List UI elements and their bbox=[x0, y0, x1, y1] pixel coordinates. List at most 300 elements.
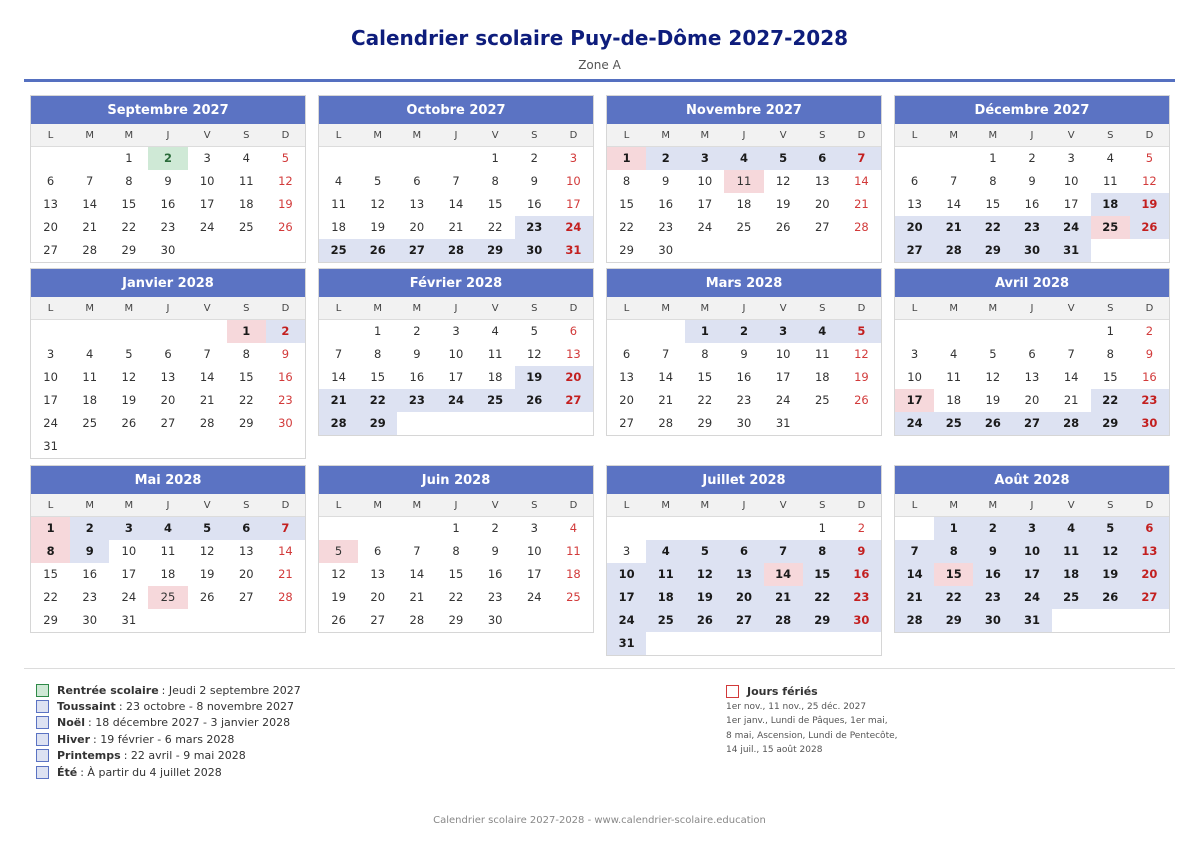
day-cell: 7 bbox=[842, 147, 881, 170]
weekday-label: S bbox=[1107, 303, 1114, 314]
weekday-label: M bbox=[373, 500, 383, 511]
legend-item-noel bbox=[36, 715, 301, 731]
week-row bbox=[319, 216, 593, 239]
weekday-header bbox=[895, 494, 1169, 517]
week-row bbox=[607, 632, 881, 655]
day-cell: 15 bbox=[370, 370, 386, 384]
weekday-label: M bbox=[661, 500, 671, 511]
day-cell: 16 bbox=[409, 370, 425, 384]
weekday-label: L bbox=[911, 303, 918, 314]
weekday-header bbox=[319, 297, 593, 320]
week-row bbox=[31, 193, 305, 216]
day-cell: 12 bbox=[685, 563, 724, 586]
day-cell: 2 bbox=[973, 517, 1012, 540]
empty-day-cell bbox=[1130, 609, 1169, 632]
weekday-label: D bbox=[281, 130, 290, 141]
weekday-header bbox=[607, 297, 881, 320]
weekday-label: V bbox=[491, 303, 499, 314]
day-cell: 10 bbox=[907, 370, 922, 384]
day-cell: 19 bbox=[370, 220, 386, 234]
empty-day-cell bbox=[397, 517, 436, 540]
day-cell: 29 bbox=[43, 613, 58, 627]
week-row bbox=[31, 147, 305, 170]
day-cell: 6 bbox=[1028, 347, 1036, 361]
day-cell: 20 bbox=[1024, 393, 1040, 407]
page-subtitle: Zone A bbox=[578, 58, 621, 72]
week-row bbox=[895, 320, 1169, 343]
day-cell: 8 bbox=[452, 544, 460, 558]
day-cell: 13 bbox=[238, 544, 254, 558]
day-cell: 5 bbox=[319, 540, 358, 563]
day-cell: 21 bbox=[319, 389, 358, 412]
week-row bbox=[319, 412, 593, 435]
day-cell: 22 bbox=[448, 590, 464, 604]
day-cell: 10 bbox=[121, 544, 137, 558]
day-cell: 1 bbox=[227, 320, 266, 343]
empty-day-cell bbox=[148, 609, 187, 632]
weekday-label: L bbox=[623, 500, 630, 511]
day-cell: 1 bbox=[31, 517, 70, 540]
holidays-legend-title bbox=[726, 682, 898, 700]
day-cell: 25 bbox=[1091, 216, 1130, 239]
day-cell: 3 bbox=[46, 347, 55, 361]
week-row bbox=[607, 586, 881, 609]
day-cell: 26 bbox=[358, 239, 397, 262]
week-row bbox=[319, 320, 593, 343]
day-cell: 4 bbox=[334, 174, 343, 188]
weekday-label: D bbox=[281, 500, 290, 511]
day-cell: 27 bbox=[1130, 586, 1169, 609]
day-cell: 13 bbox=[619, 370, 634, 384]
empty-day-cell bbox=[685, 239, 724, 262]
week-row bbox=[31, 320, 305, 343]
weekday-label: L bbox=[335, 130, 342, 141]
day-cell: 10 bbox=[1063, 174, 1079, 188]
weekday-label: V bbox=[1067, 303, 1075, 314]
weekday-label: S bbox=[531, 303, 538, 314]
day-cell: 27 bbox=[160, 416, 176, 430]
day-cell: 10 bbox=[448, 347, 464, 361]
month-calendar bbox=[606, 95, 882, 263]
day-cell: 10 bbox=[199, 174, 215, 188]
day-cell: 5 bbox=[530, 324, 538, 338]
day-cell: 2 bbox=[266, 320, 305, 343]
legend-divider bbox=[24, 668, 1175, 669]
day-cell: 21 bbox=[409, 590, 425, 604]
day-cell: 9 bbox=[413, 347, 421, 361]
empty-day-cell bbox=[842, 239, 881, 262]
day-cell: 25 bbox=[566, 590, 581, 604]
empty-day-cell bbox=[1091, 239, 1130, 262]
weekday-header bbox=[607, 124, 881, 147]
day-cell: 2 bbox=[646, 147, 685, 170]
day-cell: 17 bbox=[895, 389, 934, 412]
day-cell: 12 bbox=[854, 347, 869, 361]
day-cell: 25 bbox=[814, 393, 830, 407]
weekday-header bbox=[31, 494, 305, 517]
day-cell: 17 bbox=[43, 393, 58, 407]
day-cell: 5 bbox=[685, 540, 724, 563]
day-cell: 21 bbox=[895, 586, 934, 609]
day-cell: 22 bbox=[973, 216, 1012, 239]
day-cell: 2 bbox=[70, 517, 109, 540]
weekday-label: M bbox=[85, 500, 95, 511]
day-cell: 7 bbox=[334, 347, 343, 361]
day-cell: 24 bbox=[43, 416, 58, 430]
weekday-label: D bbox=[569, 500, 578, 511]
week-row bbox=[895, 343, 1169, 366]
week-row bbox=[31, 435, 305, 458]
empty-day-cell bbox=[397, 412, 436, 435]
week-row bbox=[31, 609, 305, 632]
day-cell: 24 bbox=[697, 220, 713, 234]
day-cell: 12 bbox=[121, 370, 137, 384]
empty-day-cell bbox=[1091, 609, 1130, 632]
day-cell: 6 bbox=[803, 147, 842, 170]
empty-day-cell bbox=[1130, 239, 1169, 262]
empty-day-cell bbox=[1052, 609, 1091, 632]
day-cell: 1 bbox=[374, 324, 382, 338]
day-cell: 30 bbox=[515, 239, 554, 262]
day-cell: 2 bbox=[413, 324, 421, 338]
empty-day-cell bbox=[397, 147, 436, 170]
month-title: Janvier 2028 bbox=[31, 269, 305, 297]
day-cell: 1 bbox=[934, 517, 973, 540]
day-cell: 20 bbox=[895, 216, 934, 239]
weekday-label: V bbox=[491, 130, 499, 141]
day-cell: 20 bbox=[619, 393, 634, 407]
week-row bbox=[607, 216, 881, 239]
day-cell: 13 bbox=[1024, 370, 1040, 384]
month-title: Avril 2028 bbox=[895, 269, 1169, 297]
day-cell: 17 bbox=[199, 197, 215, 211]
day-cell: 29 bbox=[619, 243, 634, 257]
weekday-label: J bbox=[1030, 130, 1034, 141]
legend-dates: : À partir du 4 juillet 2028 bbox=[80, 765, 222, 779]
day-cell: 30 bbox=[736, 416, 752, 430]
week-row bbox=[895, 586, 1169, 609]
day-cell: 9 bbox=[281, 347, 290, 361]
empty-day-cell bbox=[31, 147, 70, 170]
day-cell: 6 bbox=[622, 347, 631, 361]
week-row bbox=[31, 170, 305, 193]
day-cell: 25 bbox=[1052, 586, 1091, 609]
day-cell: 23 bbox=[736, 393, 752, 407]
week-row bbox=[319, 389, 593, 412]
day-cell: 29 bbox=[238, 416, 254, 430]
day-cell: 4 bbox=[86, 347, 94, 361]
day-cell: 16 bbox=[526, 197, 542, 211]
day-cell: 22 bbox=[121, 220, 137, 234]
day-cell: 22 bbox=[934, 586, 973, 609]
day-cell: 31 bbox=[1052, 239, 1091, 262]
day-cell: 8 bbox=[934, 540, 973, 563]
weekday-label: V bbox=[203, 130, 211, 141]
legend-dates: : Jeudi 2 septembre 2027 bbox=[161, 683, 301, 697]
month-title: Octobre 2027 bbox=[319, 96, 593, 124]
day-cell: 6 bbox=[413, 174, 421, 188]
holidays-line: 14 juil., 15 août 2028 bbox=[726, 744, 823, 755]
weekday-label: V bbox=[779, 130, 787, 141]
weekday-label: V bbox=[1067, 500, 1075, 511]
day-cell: 21 bbox=[82, 220, 98, 234]
day-cell: 19 bbox=[854, 370, 869, 384]
week-row bbox=[607, 389, 881, 412]
day-cell: 19 bbox=[775, 197, 791, 211]
weekday-header bbox=[895, 297, 1169, 320]
weekday-header bbox=[31, 297, 305, 320]
empty-day-cell bbox=[934, 320, 973, 343]
day-cell: 14 bbox=[946, 197, 962, 211]
week-row bbox=[607, 366, 881, 389]
day-cell: 16 bbox=[736, 370, 752, 384]
weekday-label: J bbox=[454, 130, 458, 141]
day-cell: 28 bbox=[934, 239, 973, 262]
day-cell: 9 bbox=[164, 174, 172, 188]
day-cell: 14 bbox=[409, 567, 425, 581]
day-cell: 18 bbox=[160, 567, 176, 581]
empty-day-cell bbox=[685, 632, 724, 655]
day-cell: 19 bbox=[278, 197, 293, 211]
legend-item-printemps bbox=[36, 748, 301, 764]
day-cell: 5 bbox=[1145, 151, 1154, 165]
empty-day-cell bbox=[1012, 320, 1051, 343]
day-cell: 16 bbox=[973, 563, 1012, 586]
day-cell: 12 bbox=[278, 174, 293, 188]
weekday-label: D bbox=[569, 303, 578, 314]
empty-day-cell bbox=[646, 320, 685, 343]
day-cell: 20 bbox=[554, 366, 593, 389]
week-row bbox=[607, 239, 881, 262]
day-cell: 14 bbox=[199, 370, 215, 384]
day-cell: 25 bbox=[476, 389, 515, 412]
empty-day-cell bbox=[724, 632, 763, 655]
day-cell: 22 bbox=[697, 393, 713, 407]
day-cell: 25 bbox=[82, 416, 98, 430]
day-cell: 31 bbox=[121, 613, 137, 627]
day-cell: 20 bbox=[1130, 563, 1169, 586]
week-row bbox=[895, 563, 1169, 586]
day-cell: 28 bbox=[658, 416, 674, 430]
day-cell: 27 bbox=[554, 389, 593, 412]
day-cell: 28 bbox=[199, 416, 215, 430]
empty-day-cell bbox=[436, 147, 475, 170]
day-cell: 8 bbox=[374, 347, 382, 361]
empty-day-cell bbox=[607, 320, 646, 343]
day-cell: 27 bbox=[814, 220, 830, 234]
day-cell: 24 bbox=[199, 220, 215, 234]
week-row bbox=[31, 216, 305, 239]
day-cell: 12 bbox=[985, 370, 1001, 384]
empty-day-cell bbox=[188, 435, 227, 458]
day-cell: 18 bbox=[946, 393, 962, 407]
day-cell: 2 bbox=[530, 151, 538, 165]
weekday-label: M bbox=[412, 130, 422, 141]
month-calendar bbox=[894, 465, 1170, 633]
holidays-line: 1er nov., 11 nov., 25 déc. 2027 bbox=[726, 702, 867, 712]
day-cell: 13 bbox=[907, 197, 922, 211]
weekday-label: D bbox=[1145, 500, 1154, 511]
day-cell: 6 bbox=[1130, 517, 1169, 540]
empty-day-cell bbox=[685, 517, 724, 540]
weekday-label: L bbox=[335, 303, 342, 314]
empty-day-cell bbox=[266, 609, 305, 632]
day-cell: 24 bbox=[526, 590, 542, 604]
weekday-label: V bbox=[779, 500, 787, 511]
day-cell: 2 bbox=[148, 147, 187, 170]
day-cell: 3 bbox=[764, 320, 803, 343]
week-row bbox=[319, 170, 593, 193]
day-cell: 30 bbox=[82, 613, 98, 627]
day-cell: 7 bbox=[1067, 347, 1075, 361]
weekday-label: M bbox=[988, 130, 998, 141]
day-cell: 15 bbox=[43, 567, 58, 581]
day-cell: 18 bbox=[646, 586, 685, 609]
week-row bbox=[607, 193, 881, 216]
weekday-label: J bbox=[1030, 500, 1034, 511]
day-cell: 12 bbox=[331, 567, 346, 581]
day-cell: 8 bbox=[803, 540, 842, 563]
week-row bbox=[607, 170, 881, 193]
weekday-header bbox=[895, 124, 1169, 147]
day-cell: 28 bbox=[854, 220, 869, 234]
week-row bbox=[319, 366, 593, 389]
day-cell: 31 bbox=[607, 632, 646, 655]
day-cell: 3 bbox=[685, 147, 724, 170]
empty-day-cell bbox=[515, 412, 554, 435]
weekday-label: D bbox=[857, 500, 866, 511]
week-row bbox=[319, 540, 593, 563]
month-title: Juillet 2028 bbox=[607, 466, 881, 494]
day-cell: 15 bbox=[448, 567, 464, 581]
day-cell: 11 bbox=[1102, 174, 1118, 188]
day-cell: 9 bbox=[1028, 174, 1036, 188]
day-cell: 24 bbox=[775, 393, 791, 407]
day-cell: 15 bbox=[238, 370, 254, 384]
day-cell: 9 bbox=[973, 540, 1012, 563]
week-row bbox=[607, 609, 881, 632]
empty-day-cell bbox=[319, 147, 358, 170]
day-cell: 5 bbox=[989, 347, 997, 361]
weekday-label: M bbox=[373, 303, 383, 314]
day-cell: 3 bbox=[910, 347, 919, 361]
day-cell: 21 bbox=[278, 567, 293, 581]
weekday-label: L bbox=[47, 130, 54, 141]
month-calendar bbox=[30, 95, 306, 263]
weekday-label: V bbox=[491, 500, 499, 511]
day-cell: 31 bbox=[43, 439, 58, 453]
day-cell: 23 bbox=[1130, 389, 1169, 412]
day-cell: 24 bbox=[1012, 586, 1051, 609]
day-cell: 16 bbox=[658, 197, 674, 211]
empty-day-cell bbox=[188, 320, 227, 343]
day-cell: 4 bbox=[148, 517, 187, 540]
day-cell: 10 bbox=[43, 370, 58, 384]
day-cell: 23 bbox=[515, 216, 554, 239]
day-cell: 15 bbox=[803, 563, 842, 586]
month-calendar bbox=[894, 268, 1170, 436]
day-cell: 13 bbox=[370, 567, 386, 581]
week-row bbox=[31, 586, 305, 609]
weekday-label: D bbox=[1145, 130, 1154, 141]
day-cell: 1 bbox=[607, 147, 646, 170]
month-calendar bbox=[894, 95, 1170, 263]
day-cell: 6 bbox=[227, 517, 266, 540]
day-cell: 21 bbox=[934, 216, 973, 239]
day-cell: 14 bbox=[764, 563, 803, 586]
month-calendar bbox=[318, 268, 594, 436]
day-cell: 16 bbox=[1142, 370, 1157, 384]
day-cell: 17 bbox=[121, 567, 137, 581]
day-cell: 22 bbox=[619, 220, 634, 234]
day-cell: 17 bbox=[1012, 563, 1051, 586]
day-cell: 10 bbox=[526, 544, 542, 558]
day-cell: 19 bbox=[515, 366, 554, 389]
weekday-label: L bbox=[47, 303, 54, 314]
day-cell: 28 bbox=[409, 613, 425, 627]
day-cell: 20 bbox=[43, 220, 58, 234]
day-cell: 8 bbox=[491, 174, 499, 188]
day-cell: 29 bbox=[476, 239, 515, 262]
week-row bbox=[319, 147, 593, 170]
weekday-label: V bbox=[779, 303, 787, 314]
empty-day-cell bbox=[764, 632, 803, 655]
day-cell: 26 bbox=[1130, 216, 1169, 239]
day-cell: 1 bbox=[491, 151, 499, 165]
empty-day-cell bbox=[436, 412, 475, 435]
weekday-label: M bbox=[661, 130, 671, 141]
day-cell: 6 bbox=[724, 540, 763, 563]
day-cell: 14 bbox=[854, 174, 869, 188]
day-cell: 24 bbox=[607, 609, 646, 632]
day-cell: 29 bbox=[934, 609, 973, 632]
legend-label: Hiver bbox=[57, 732, 91, 746]
day-cell: 26 bbox=[685, 609, 724, 632]
blue-square-icon bbox=[36, 766, 49, 779]
day-cell: 30 bbox=[842, 609, 881, 632]
day-cell: 14 bbox=[658, 370, 674, 384]
day-cell: 17 bbox=[448, 370, 464, 384]
day-cell: 11 bbox=[82, 370, 98, 384]
weekday-label: S bbox=[1107, 130, 1114, 141]
week-row bbox=[31, 412, 305, 435]
empty-day-cell bbox=[607, 517, 646, 540]
empty-day-cell bbox=[188, 239, 227, 262]
blue-square-icon bbox=[36, 733, 49, 746]
holidays-legend bbox=[726, 682, 898, 757]
day-cell: 3 bbox=[569, 151, 578, 165]
empty-day-cell bbox=[895, 320, 934, 343]
weekday-label: S bbox=[243, 130, 250, 141]
day-cell: 23 bbox=[487, 590, 503, 604]
weekday-label: V bbox=[1067, 130, 1075, 141]
empty-day-cell bbox=[764, 517, 803, 540]
week-row bbox=[31, 517, 305, 540]
day-cell: 3 bbox=[622, 544, 631, 558]
day-cell: 23 bbox=[842, 586, 881, 609]
day-cell: 25 bbox=[148, 586, 187, 609]
day-cell: 7 bbox=[764, 540, 803, 563]
month-title: Mars 2028 bbox=[607, 269, 881, 297]
legend-item-rentree bbox=[36, 682, 301, 698]
weekday-label: M bbox=[412, 500, 422, 511]
weekday-header bbox=[607, 494, 881, 517]
day-cell: 30 bbox=[487, 613, 503, 627]
legend-dates: : 19 février - 6 mars 2028 bbox=[93, 732, 235, 746]
day-cell: 5 bbox=[281, 151, 290, 165]
day-cell: 22 bbox=[358, 389, 397, 412]
day-cell: 18 bbox=[1091, 193, 1130, 216]
